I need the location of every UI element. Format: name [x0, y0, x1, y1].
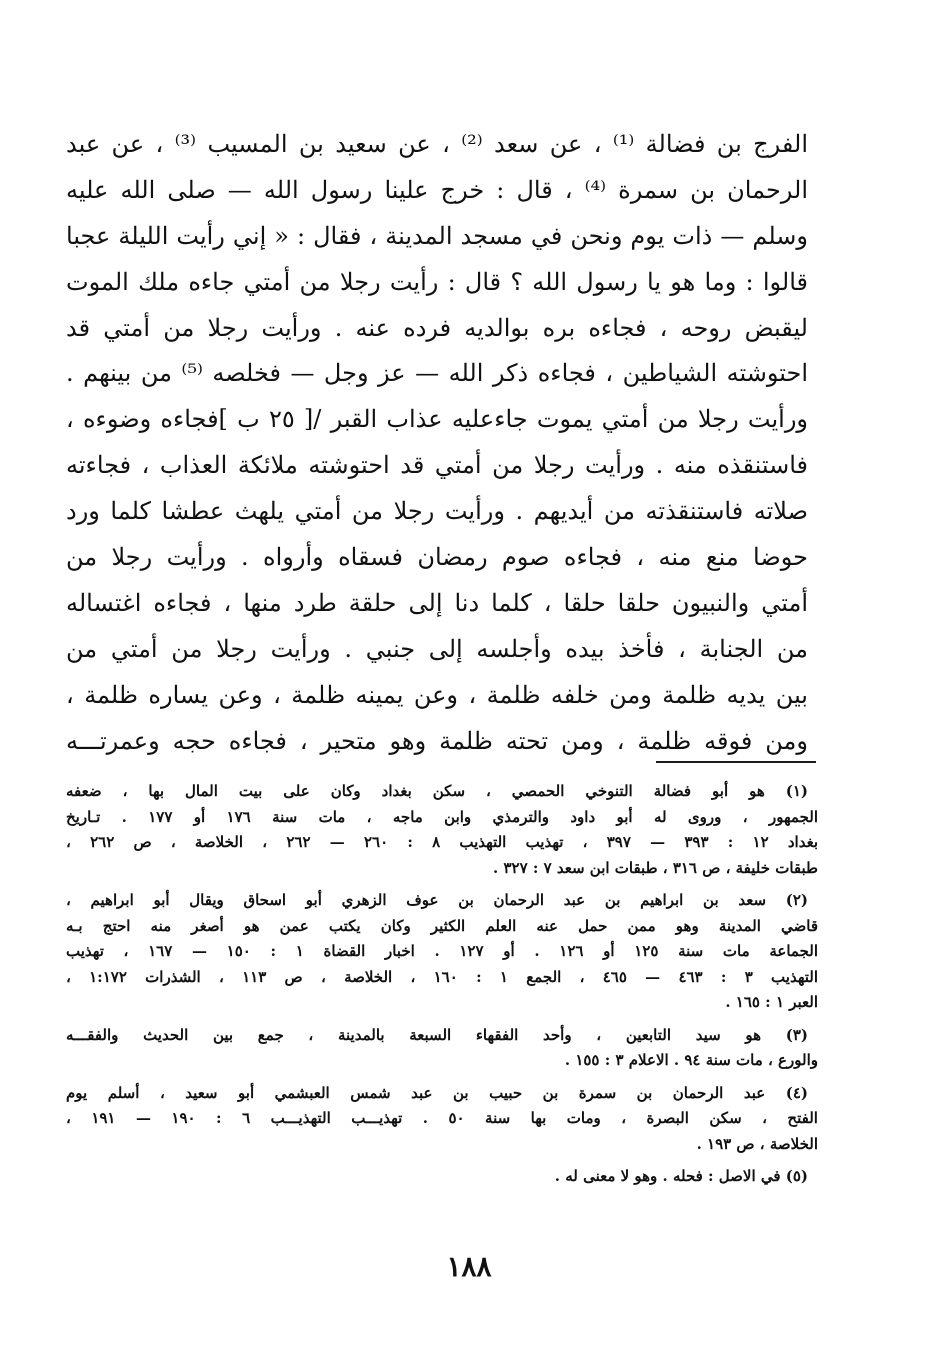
footnote-line: بغداد ١٢ : ٣٩٣ — ٣٩٧ ، تهذيب التهذيب ٨ : ٢٦٠ — ٢٦٢ ، الخلاصة ، ص ٢٦٢ ،	[66, 833, 818, 851]
main-text-line: الرحمان بن سمرة ⁽⁴⁾ ، قال : خرج علينا رسول الله — صلى الله عليه	[66, 175, 808, 204]
main-text-line: أمتي والنبيون حلقا حلقا ، كلما دنا إلى حلقة طرد منها ، فجاءه اغتساله	[66, 588, 808, 617]
main-text-line: حوضا منع منه ، فجاءه صوم رمضان فسقاه وأرواه . ورأيت رجلا من	[66, 543, 808, 572]
main-text-line: فاستنقذه منه . ورأيت رجلا من أمتي قد احتوشته ملائكة العذاب ، فجاءته	[66, 451, 808, 480]
footnote-5	[66, 1164, 818, 1190]
footnote-line: الفتح ، سكن البصرة ، ومات بها سنة ٥٠ . تهذيـــب التهذيـــب ٦ : ١٩٠ — ١٩١ ،	[66, 1109, 818, 1127]
main-text-line: ومن فوقه ظلمة ، ومن تحته ظلمة وهو متحير ، فجاءه حجه وعمرتـــه	[66, 726, 808, 755]
footnote-2	[66, 888, 818, 1016]
footnote-3	[66, 1023, 818, 1074]
footnote-1	[66, 779, 818, 881]
footnote-line: (٢) سعد بن ابراهيم بن عبد الرحمان بن عوف الزهري أبو اسحاق ويقال أبو ابراهيم ،	[66, 891, 808, 909]
footnote-line: (٤) عبد الرحمان بن سمرة بن حبيب بن عبد شمس العبشمي أبو سعيد ، أسلم يوم	[66, 1083, 808, 1102]
footnote-line: الجماعة مات سنة ١٢٥ أو ١٢٦ . أو ١٢٧ . اخبار القضاة ١ : ١٥٠ — ١٦٧ ، تهذيب	[66, 942, 818, 960]
main-text-line: قالوا : وما هو يا رسول الله ؟ قال : رأيت رجلا من أمتي جاءه ملك الموت	[66, 267, 808, 296]
footnote-line: العبر ١ : ١٦٥ .	[725, 993, 818, 1011]
footnotes-block	[66, 779, 818, 1197]
page-number: ١٨٨	[446, 1250, 492, 1283]
footnote-line: الخلاصة ، ص ١٩٣ .	[696, 1134, 818, 1153]
main-text-line: احتوشته الشياطين ، فجاءه ذكر الله — عز وجل — فخلصه ⁽⁵⁾ من بينهم .	[66, 359, 808, 388]
footnote-line: طبقات خليفة ، ص ٣١٦ ، طبقات ابن سعد ٧ : ٣٢٧ .	[493, 858, 818, 877]
footnote-line: والورع ، مات سنة ٩٤ . الاعلام ٣ : ١٥٥ .	[564, 1051, 818, 1069]
main-text-line: وسلم — ذات يوم ونحن في مسجد المدينة ، فقال : « إني رأيت الليلة عجبا	[66, 221, 808, 250]
footnote-line: قاضي المدينة وهو ممن حمل عنه العلم الكثير وكان يكتب عمن هو أصغر منه احتج بـه	[66, 916, 818, 935]
main-text-line: الفرج بن فضالة ⁽¹⁾ ، عن سعد ⁽²⁾ ، عن سعيد بن المسيب ⁽³⁾ ، عن عبد	[66, 130, 808, 158]
footnote-line: التهذيب ٣ : ٤٦٣ — ٤٦٥ ، الجمع ١ : ١٦٠ ، الخلاصة ، ص ١١٣ ، الشذرات ١:١٧٢ ،	[66, 967, 818, 986]
footnote-line: (٣) هو سيد التابعين ، وأحد الفقهاء السبعة بالمدينة ، جمع بين الحديث والفقـــه	[66, 1025, 808, 1044]
main-text-line: صلاته فاستنقذته من أيديهم . ورأيت رجلا من أمتي يلهث عطشا كلما ورد	[66, 497, 808, 526]
main-text-line: ليقبض روحه ، فجاءه بره بوالديه فرده عنه . ورأيت رجلا من أمتي قد	[66, 313, 808, 342]
footnote-4	[66, 1081, 818, 1158]
main-text-block	[66, 122, 808, 764]
footnote-line: (١) هو أبو فضالة التنوخي الحمصي ، سكن بغداد وكان على بيت المال بها ، ضعفه	[66, 782, 808, 800]
main-text-line: من الجنابة ، فأخذ بيده وأجلسه إلى جنبي . ورأيت رجلا من أمتي من	[66, 634, 808, 663]
footnote-line: الجمهور ، وروى له أبو داود والترمذي وابن ماجه ، مات سنة ١٧٦ أو ١٧٧ . تـاريخ	[66, 807, 818, 826]
footnote-separator	[656, 761, 816, 763]
main-text-line: بين يديه ظلمة ومن خلفه ظلمة ، وعن يمينه ظلمة ، وعن يساره ظلمة ،	[66, 680, 808, 709]
footnote-line: (٥) في الاصل : فحله . وهو لا معنى له .	[554, 1167, 808, 1185]
main-text-line: ورأيت رجلا من أمتي يموت جاءعليه عذاب القبر /[ ٢٥ ب ]فجاءه وضوءه ،	[66, 405, 808, 434]
